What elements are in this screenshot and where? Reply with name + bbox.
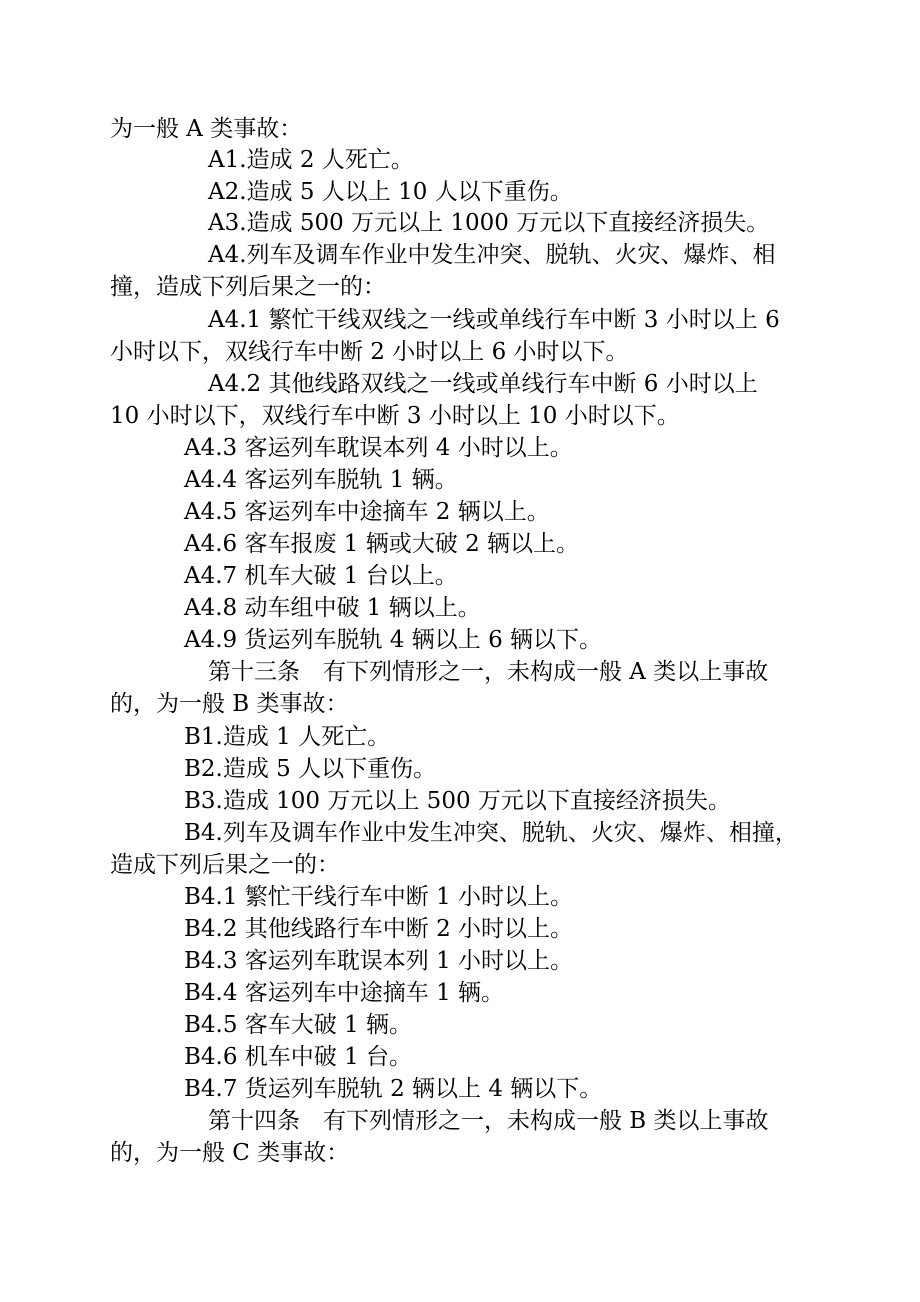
- text-line: B2.造成 5 人以下重伤。: [184, 756, 437, 782]
- text-line: 第十四条 有下列情形之一，未构成一般 B 类以上事故: [208, 1108, 769, 1134]
- text-line: 为一般 A 类事故：: [110, 116, 303, 142]
- text-line: A4.6 客车报废 1 辆或大破 2 辆以上。: [184, 531, 580, 557]
- text-line: A4.3 客运列车耽误本列 4 小时以上。: [184, 435, 573, 461]
- text-line: B4.7 货运列车脱轨 2 辆以上 4 辆以下。: [184, 1076, 603, 1102]
- text-line: 10 小时以下，双线行车中断 3 小时以上 10 小时以下。: [110, 403, 680, 429]
- text-line: 的，为一般 B 类事故：: [110, 691, 349, 717]
- text-line: B4.5 客车大破 1 辆。: [184, 1012, 413, 1038]
- text-line: B3.造成 100 万元以上 500 万元以下直接经济损失。: [184, 788, 731, 814]
- text-line: 第十三条 有下列情形之一，未构成一般 A 类以上事故: [208, 659, 769, 685]
- text-line: 造成下列后果之一的：: [110, 852, 340, 878]
- text-line: A3.造成 500 万元以上 1000 万元以下直接经济损失。: [208, 210, 770, 236]
- text-line: A4.1 繁忙干线双线之一线或单线行车中断 3 小时以上 6: [208, 307, 780, 333]
- text-line: 小时以下，双线行车中断 2 小时以上 6 小时以下。: [110, 339, 629, 365]
- text-line: B4.列车及调车作业中发生冲突、脱轨、火灾、爆炸、相撞，: [184, 820, 798, 846]
- text-line: A4.2 其他线路双线之一线或单线行车中断 6 小时以上: [208, 371, 758, 397]
- text-line: A4.4 客运列车脱轨 1 辆。: [184, 467, 458, 493]
- text-line: B4.6 机车中破 1 台。: [184, 1044, 413, 1070]
- text-line: A1.造成 2 人死亡。: [208, 147, 414, 173]
- text-line: 撞，造成下列后果之一的：: [110, 274, 386, 300]
- text-line: B1.造成 1 人死亡。: [184, 724, 391, 750]
- text-line: B4.3 客运列车耽误本列 1 小时以上。: [184, 948, 574, 974]
- text-line: B4.1 繁忙干线行车中断 1 小时以上。: [184, 884, 574, 910]
- text-line: 的，为一般 C 类事故：: [110, 1140, 350, 1166]
- text-line: B4.2 其他线路行车中断 2 小时以上。: [184, 916, 574, 942]
- text-line: A4.5 客运列车中途摘车 2 辆以上。: [184, 499, 550, 525]
- text-line: A4.8 动车组中破 1 辆以上。: [184, 595, 481, 621]
- text-line: A4.9 货运列车脱轨 4 辆以上 6 辆以下。: [184, 627, 603, 653]
- text-line: B4.4 客运列车中途摘车 1 辆。: [184, 980, 505, 1006]
- text-line: A4.7 机车大破 1 台以上。: [184, 563, 458, 589]
- text-line: A4.列车及调车作业中发生冲突、脱轨、火灾、爆炸、相: [208, 242, 776, 268]
- text-line: A2.造成 5 人以上 10 人以下重伤。: [208, 179, 573, 205]
